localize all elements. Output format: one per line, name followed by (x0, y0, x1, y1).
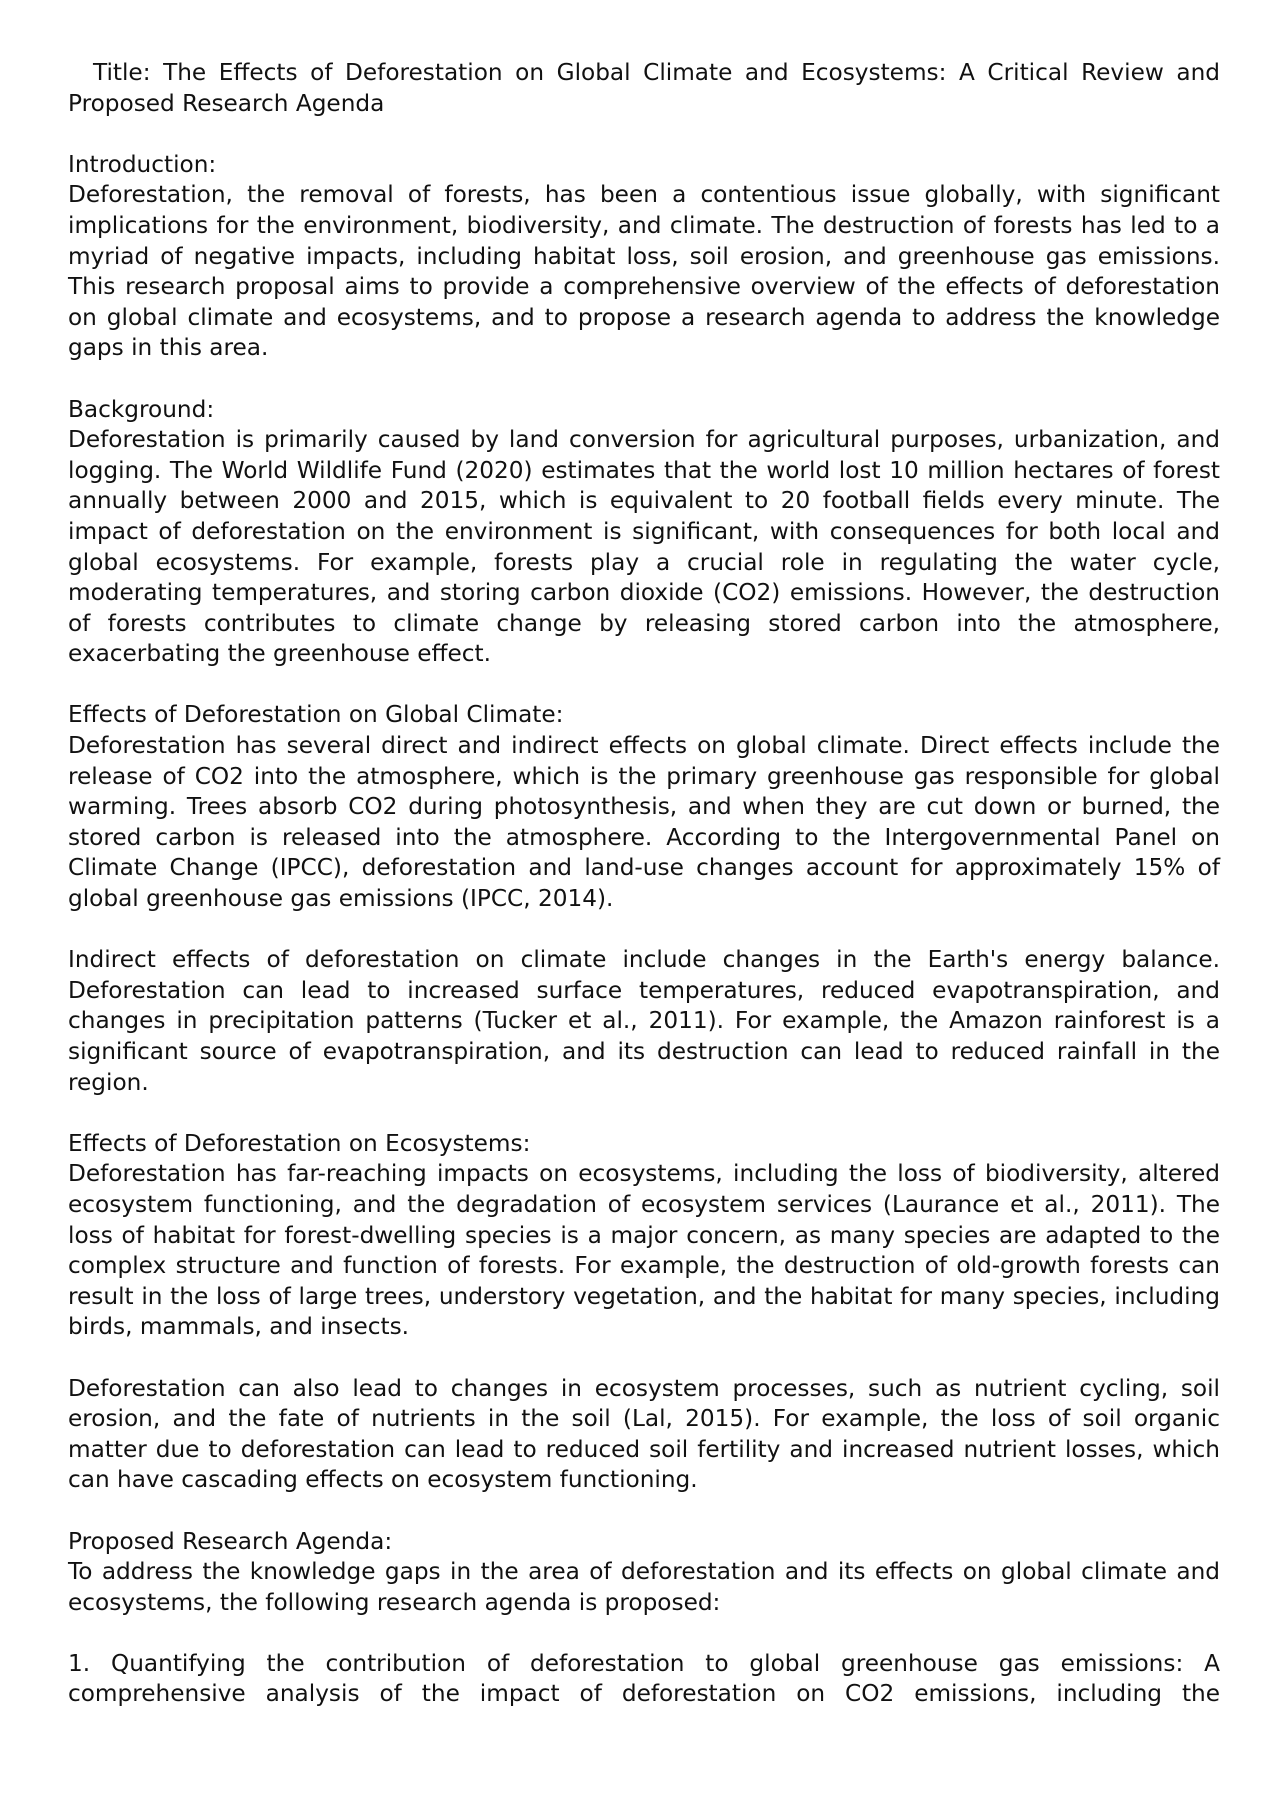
agenda-item-1: 1. Quantifying the contribution of deforestation to global greenhouse gas emissions: A comprehensive analysis of the impact of deforestation on CO2 emissions, including the (68, 1649, 1220, 1708)
climate-paragraph-direct: Deforestation has several direct and indirect effects on global climate. Direct effects include the release of CO2 into the atmosphere, which is the primary greenhouse gas responsible for global warming. Trees absorb CO2 during photosynthesis, and when they are cut down or burned, the stored carbon is released into the atmosphere. According to the Intergovernmental Panel on Climate Change (IPCC), deforestation and land-use changes account for approximately 15% of global greenhouse gas emissions (IPCC, 2014). (68, 732, 1220, 913)
background-paragraph: Deforestation is primarily caused by land conversion for agricultural purposes, urbanization, and logging. The World Wildlife Fund (2020) estimates that the world lost 10 million hectares of forest annually between 2000 and 2015, which is equivalent to 20 football fields every minute. The impact of deforestation on the environment is significant, with consequences for both local and global ecosystems. For example, forests play a crucial role in regulating the water cycle, moderating temperatures, and storing carbon dioxide (CO2) emissions. However, the destruction of forests contributes to climate change by releasing stored carbon into the atmosphere, exacerbating the greenhouse effect. (68, 426, 1220, 668)
ecosystems-paragraph-biodiversity: Deforestation has far-reaching impacts on ecosystems, including the loss of biodiversity, altered ecosystem functioning, and the degradation of ecosystem services (Laurance et al., 2011). The loss of habitat for forest-dwelling species is a major concern, as many species are adapted to the complex structure and function of forests. For example, the destruction of old-growth forests can result in the loss of large trees, understory vegetation, and the habitat for many species, including birds, mammals, and insects. (68, 1160, 1220, 1341)
ecosystems-paragraph-processes: Deforestation can also lead to changes in ecosystem processes, such as nutrient cycling, soil erosion, and the fate of nutrients in the soil (Lal, 2015). For example, the loss of soil organic matter due to deforestation can lead to reduced soil fertility and increased nutrient losses, which can have cascading effects on ecosystem functioning. (68, 1374, 1220, 1494)
ecosystems-section (68, 1129, 1220, 1496)
introduction-section (68, 150, 1220, 364)
climate-paragraph-indirect: Indirect effects of deforestation on climate include changes in the Earth's energy balance. Deforestation can lead to increased surface temperatures, reduced evapotranspiration, and changes in precipitation patterns (Tucker et al., 2011). For example, the Amazon rainforest is a significant source of evapotranspiration, and its destruction can lead to reduced rainfall in the region. (68, 946, 1220, 1096)
document-page (68, 58, 1220, 1710)
climate-heading: Effects of Deforestation on Global Climate: (68, 701, 564, 729)
agenda-heading: Proposed Research Agenda: (68, 1527, 393, 1555)
agenda-section (68, 1527, 1220, 1711)
background-heading: Background: (68, 395, 215, 423)
ecosystems-heading: Effects of Deforestation on Ecosystems: (68, 1129, 531, 1157)
introduction-heading: Introduction: (68, 150, 217, 178)
agenda-paragraph: To address the knowledge gaps in the area of deforestation and its effects on global climate and ecosystems, the following research agenda is proposed: (68, 1558, 1220, 1616)
background-section (68, 395, 1220, 670)
document-title: Title: The Effects of Deforestation on Global Climate and Ecosystems: A Critical Review and Proposed Research Agenda (68, 59, 1220, 117)
climate-section (68, 700, 1220, 1098)
introduction-paragraph: Deforestation, the removal of forests, has been a contentious issue globally, with significant implications for the environment, biodiversity, and climate. The destruction of forests has led to a myriad of negative impacts, including habitat loss, soil erosion, and greenhouse gas emissions. This research proposal aims to provide a comprehensive overview of the effects of deforestation on global climate and ecosystems, and to propose a research agenda to address the knowledge gaps in this area. (68, 181, 1220, 362)
